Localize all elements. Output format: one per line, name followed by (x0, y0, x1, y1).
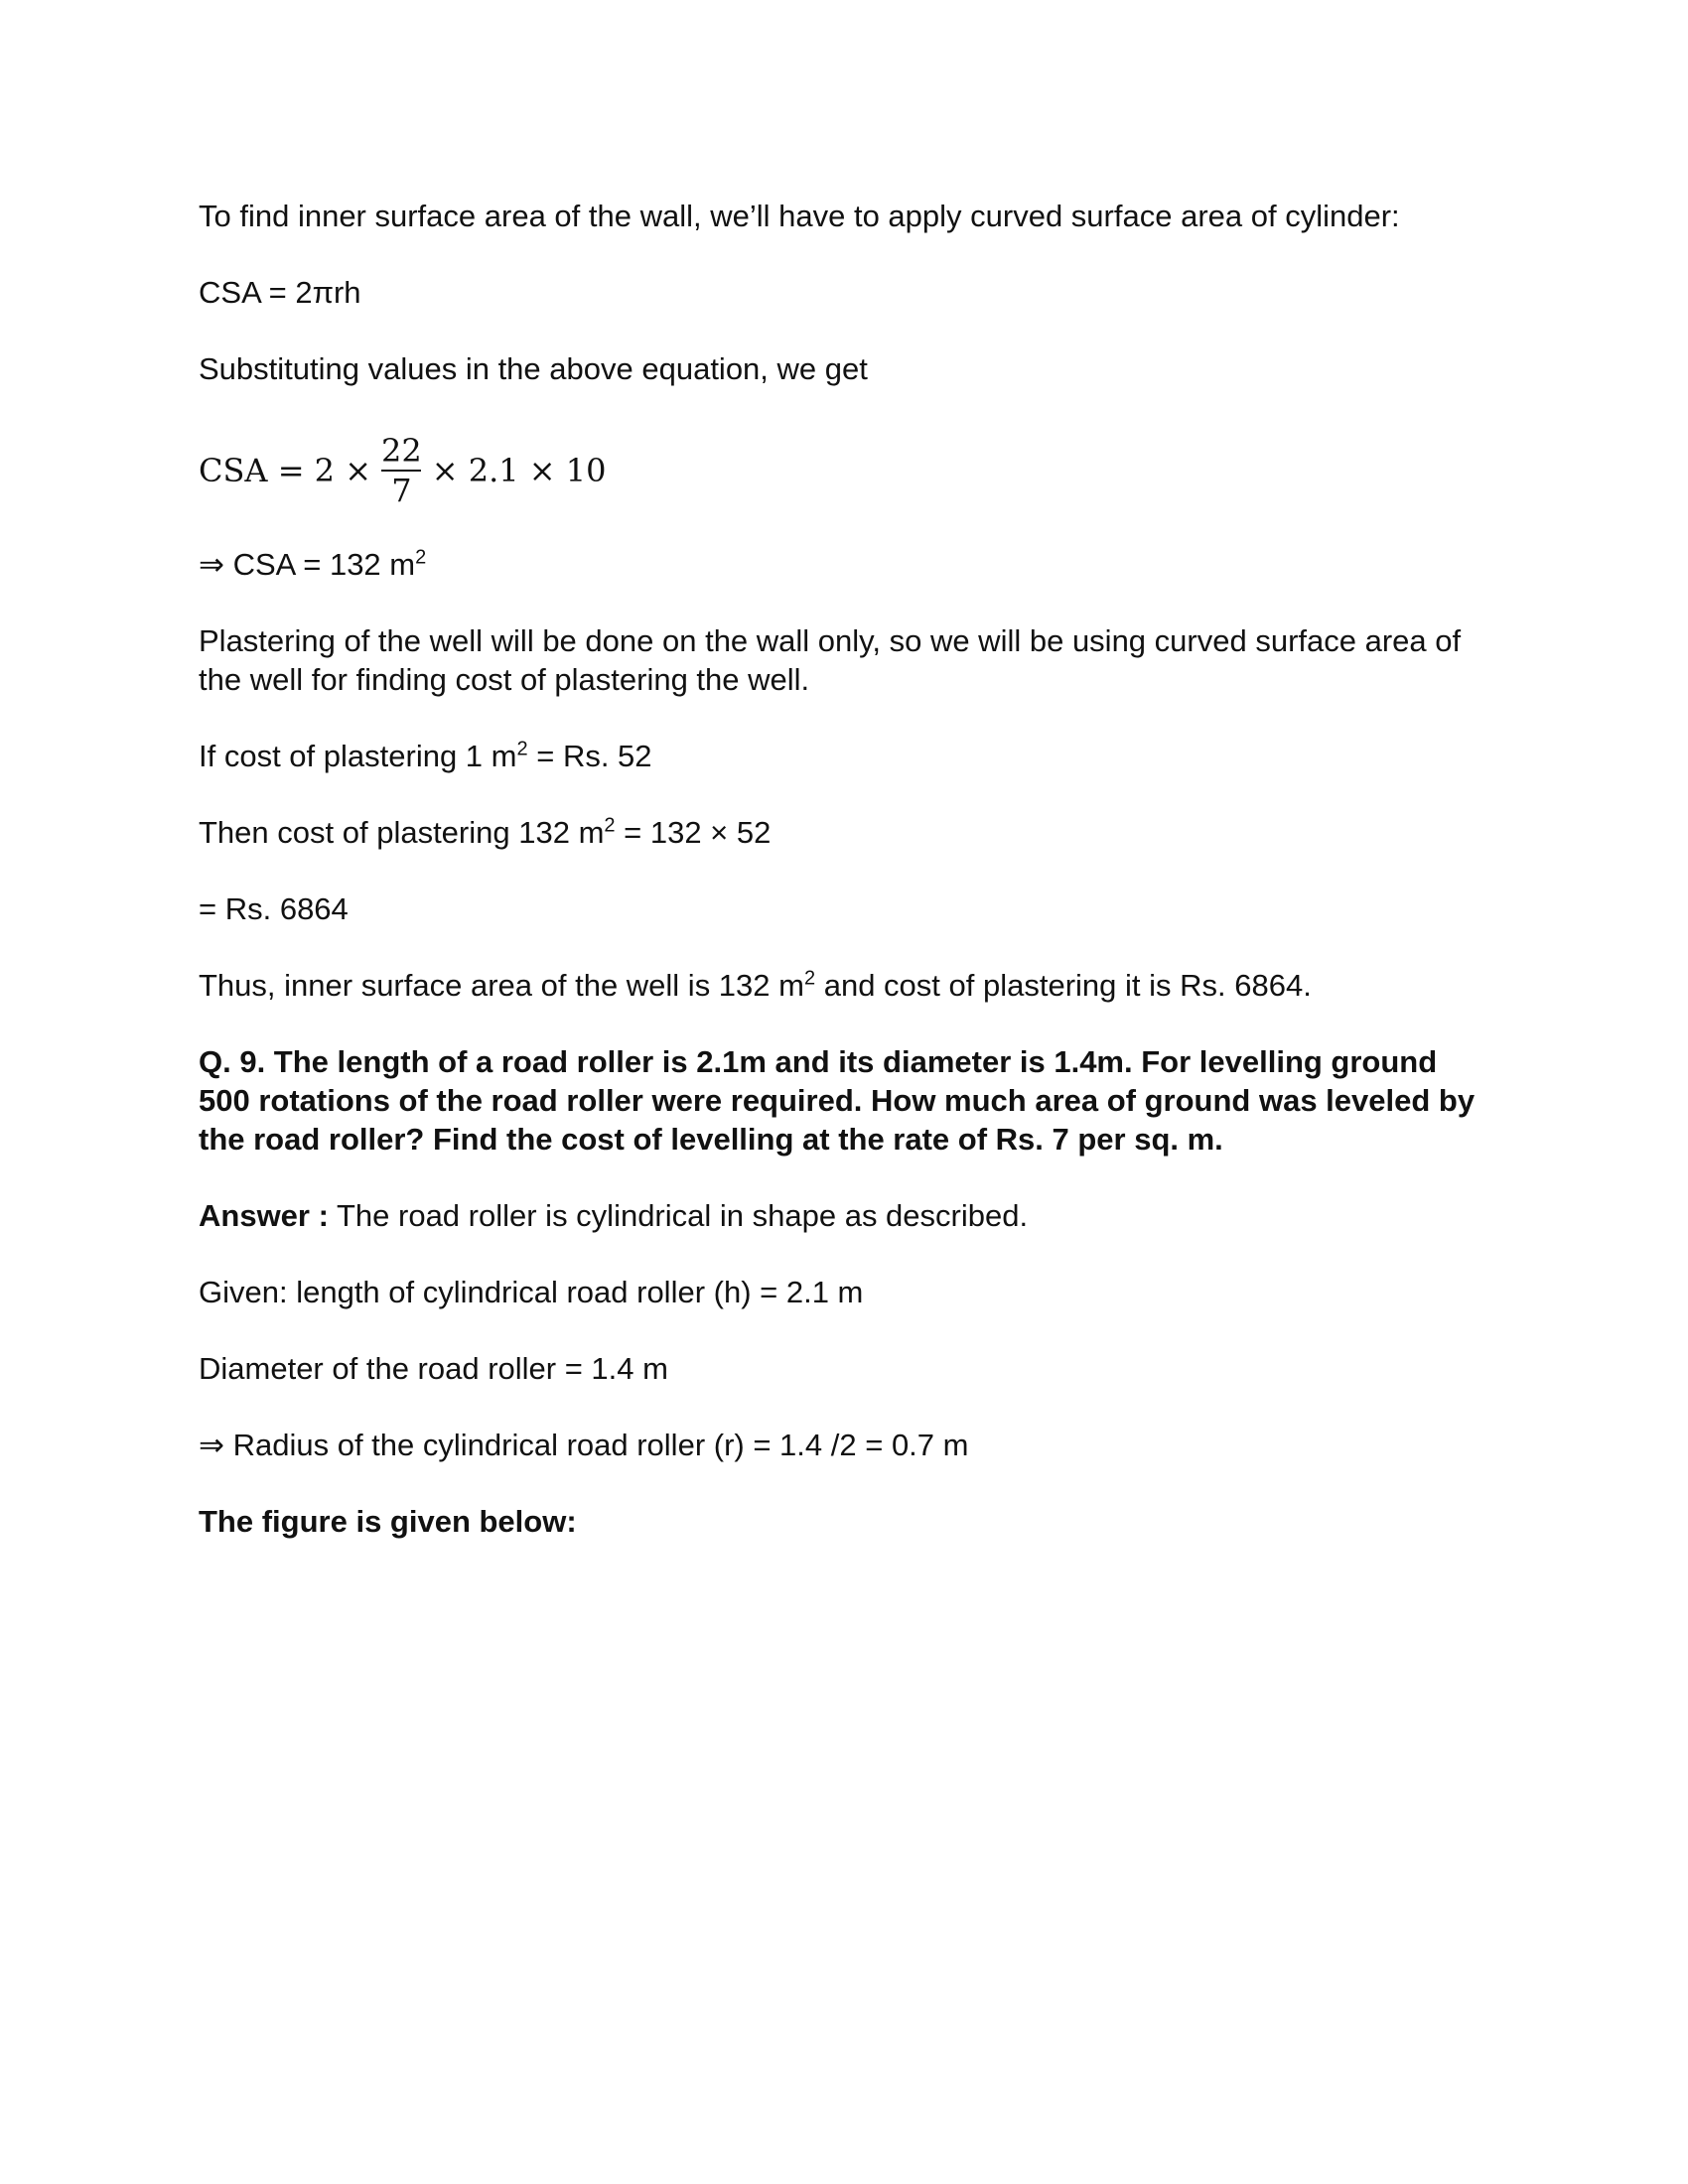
total-cost-text: Then cost of plastering 132 m (199, 815, 605, 850)
figure-note: The figure is given below: (199, 1504, 577, 1539)
question-9: Q. 9. The length of a road roller is 2.1m and its diameter is 1.4m. For levelling ground 500 rotations of the road roller were required. How much area of ground was leveled by the road roller? Find the cost of levelling at the rate of Rs. 7 per sq. m. (199, 1044, 1476, 1157)
radius-line: ⇒ Radius of the cylindrical road roller (r) = 1.4 /2 = 0.7 m (199, 1428, 969, 1462)
answer-text: The road roller is cylindrical in shape as described. (328, 1198, 1029, 1233)
total-cost-expression: = 132 × 52 (615, 815, 772, 850)
intro-paragraph: To find inner surface area of the wall, we’ll have to apply curved surface area of cylinder: (199, 199, 1400, 233)
superscript: 2 (803, 967, 816, 990)
superscript: 2 (516, 738, 528, 760)
csa-formula: CSA = 2πrh (199, 275, 361, 310)
given-diameter: Diameter of the road roller = 1.4 m (199, 1351, 668, 1386)
substitution-line: Substituting values in the above equation, we get (199, 351, 868, 386)
conclusion-line (199, 966, 1489, 1005)
csa-result-text: ⇒ CSA = 132 m (199, 547, 416, 582)
total-cost-result: = Rs. 6864 (199, 891, 349, 926)
superscript: 2 (415, 546, 427, 569)
equation-right: × 2.1 × 10 (431, 452, 607, 489)
equation-left: CSA = 2 × (199, 452, 372, 489)
csa-result (199, 545, 1489, 584)
total-cost-line (199, 813, 1489, 852)
page-content (199, 197, 1489, 1578)
answer-line (199, 1196, 1489, 1235)
given-length: Given: length of cylindrical road roller (h) = 2.1 m (199, 1275, 864, 1309)
fraction-numerator: 22 (381, 432, 422, 470)
fraction-22-over-7 (377, 432, 426, 509)
superscript: 2 (604, 814, 616, 837)
answer-label: Answer : (199, 1198, 329, 1233)
conclusion-text-a: Thus, inner surface area of the well is 132 m (199, 968, 804, 1003)
conclusion-text-b: and cost of plastering it is Rs. 6864. (815, 968, 1312, 1003)
csa-equation (199, 426, 1489, 515)
plastering-paragraph: Plastering of the well will be done on the wall only, so we will be using curved surface area of the well for finding cost of plastering the well. (199, 623, 1462, 697)
cost-per-unit-line (199, 737, 1489, 775)
fraction-denominator: 7 (391, 472, 412, 509)
cost-per-unit-value: = Rs. 52 (527, 739, 652, 773)
cost-per-unit-text: If cost of plastering 1 m (199, 739, 517, 773)
